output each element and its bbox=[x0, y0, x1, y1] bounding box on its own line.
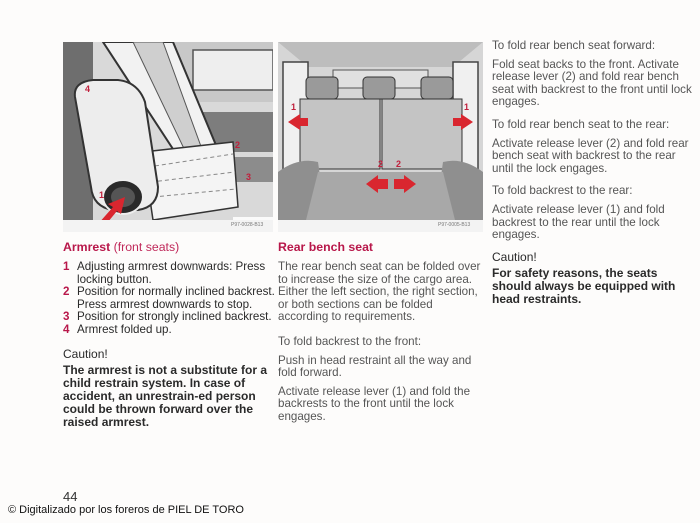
fold-forward-text: Fold seat backs to the front. Activate release lever (2) and fold rear bench seat with backrest to the front until lock engages. bbox=[492, 57, 692, 109]
callout-4: 4 bbox=[85, 84, 91, 94]
fold-rear-heading: To fold rear bench seat to the rear: bbox=[492, 117, 670, 131]
callout-2: 2 bbox=[235, 140, 241, 150]
fold-backrest-rear-text: Activate release lever (1) and fold backrest to the rear until the lock engages. bbox=[492, 202, 665, 242]
item-text: Position for strongly inclined backrest. bbox=[77, 310, 272, 324]
rear-bench-drawing bbox=[278, 42, 483, 232]
armrest-drawing bbox=[63, 42, 273, 232]
figure-code: P97-0028-B13 bbox=[231, 222, 264, 228]
caution-text: For safety reasons, the seats should always be equipped with head restraints. bbox=[492, 266, 676, 307]
list-item bbox=[63, 261, 275, 286]
armrest-title: Armrest bbox=[63, 240, 111, 254]
callout-1-right: 1 bbox=[464, 102, 470, 112]
page-number: 44 bbox=[63, 489, 78, 504]
fold-backrest-rear-heading: To fold backrest to the rear: bbox=[492, 184, 633, 198]
fold-front-step-2: Activate release lever (1) and fold the backrests to the front until the lock engages. bbox=[278, 384, 471, 423]
callout-1-left: 1 bbox=[291, 102, 297, 112]
armrest-item-list bbox=[63, 261, 275, 337]
rear-bench-heading: Rear bench seat bbox=[278, 240, 374, 254]
item-number: 1 bbox=[63, 260, 70, 273]
item-number: 2 bbox=[63, 285, 70, 299]
rear-bench-intro: The rear bench seat can be folded over to increase the size of the cargo area. Either the left section, the right section, or both sections can be folded according to requirements. bbox=[278, 260, 481, 324]
fold-front-step-1: Push in head restraint all the way and fold forward. bbox=[278, 353, 472, 380]
fold-rear-text: Activate release lever (2) and fold rear bench seat with backrest to the rear until the lock engages. bbox=[492, 136, 689, 175]
folding-instructions bbox=[492, 40, 698, 306]
caution-text: The armrest is not a substitute for a child restrain system. In case of accident, an unrestrain-ed person could be thrown forward over the raised armrest. bbox=[63, 363, 268, 430]
callout-3: 3 bbox=[246, 172, 252, 182]
item-text: Position for normally inclined backrest. Press armrest downwards to stop. bbox=[77, 285, 275, 311]
fold-front-heading: To fold backrest to the front: bbox=[278, 334, 422, 348]
rear-bench-illustration bbox=[278, 42, 483, 232]
list-item bbox=[63, 324, 275, 337]
item-text: Adjusting armrest downwards: Press locking button. bbox=[77, 260, 266, 286]
callout-2-right: 2 bbox=[396, 159, 402, 169]
credit-line: © Digitalizado por los foreros de PIEL DE TORO bbox=[8, 504, 244, 516]
armrest-heading bbox=[63, 240, 275, 254]
list-item bbox=[63, 286, 275, 311]
caution-heading: Caution! bbox=[492, 249, 537, 264]
fold-forward-heading: To fold rear bench seat forward: bbox=[492, 39, 656, 52]
armrest-subtitle: (front seats) bbox=[113, 240, 180, 254]
item-number: 4 bbox=[63, 322, 70, 336]
figure-code: P97-0005-B13 bbox=[438, 222, 471, 228]
callout-2-left: 2 bbox=[378, 159, 384, 169]
item-text: Armrest folded up. bbox=[77, 322, 172, 336]
rear-bench-section bbox=[278, 240, 486, 430]
armrest-illustration bbox=[63, 42, 273, 232]
caution-heading: Caution! bbox=[63, 346, 108, 361]
item-number: 3 bbox=[63, 310, 70, 324]
callout-1: 1 bbox=[99, 190, 105, 200]
armrest-section bbox=[63, 240, 275, 429]
